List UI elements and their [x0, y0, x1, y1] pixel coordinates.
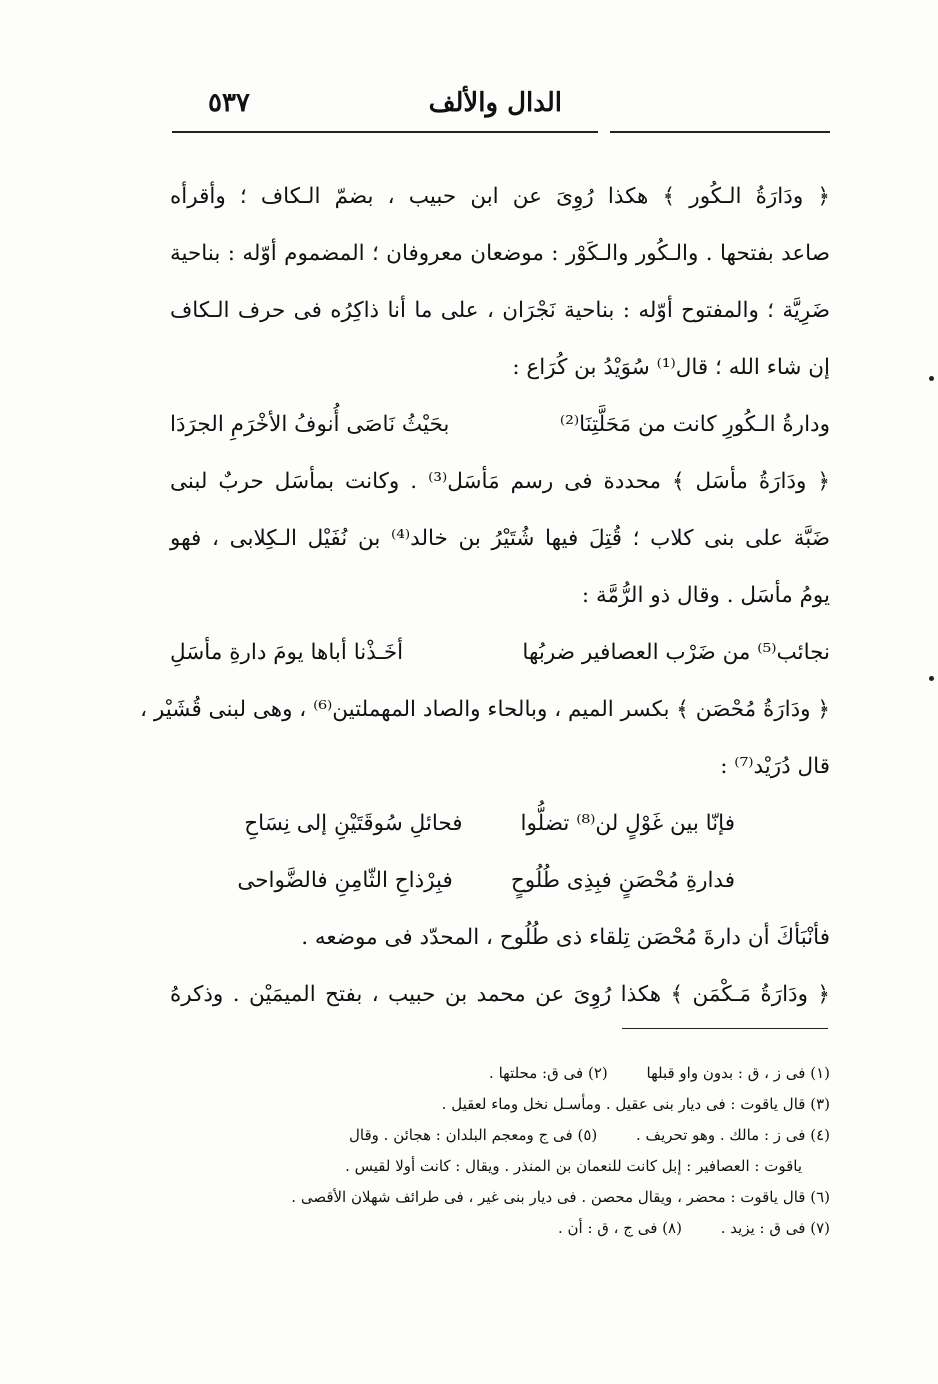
- footnote: ياقوت : العصافير : إبل كانت للنعمان بن المنذر . ويقال : كانت أولا لقيس .: [345, 1157, 802, 1175]
- poem-verse: [170, 624, 830, 681]
- verse-hemistich: أخَـذْنا أباها يومَ دارةِ مأسَلِ: [170, 640, 404, 665]
- verse-hemistich: فبِرْذاحِ الثّامِنِ فالضَّواحى: [237, 868, 453, 893]
- footnote-line: [170, 1089, 830, 1120]
- poem-verse: [170, 852, 830, 909]
- footnote: (٢) فى ق: محلتها .: [489, 1064, 608, 1082]
- footnote: (١) فى ز ، ق : بدون واو قبلها: [646, 1064, 830, 1082]
- footnote-rule: [622, 1028, 828, 1029]
- running-title: الدال والألف: [428, 88, 562, 118]
- footnote: (٧) فى ق : يزيد .: [720, 1219, 830, 1237]
- text-line: ﴿ ودَارَةُ مُحْصَن ﴾ بكسر الميم ، وبالحاء والصاد المهملتين⁽⁶⁾ ، وهى لبنى قُشَيْر ،: [140, 697, 830, 722]
- text-line: ﴿ ودَارَةُ الـكُور ﴾ هكذا رُوِىَ عن ابن حبيب ، بضمّ الـكاف ؛ وأقرأه: [170, 184, 830, 209]
- text-line: ضَبَّة على بنى كلاب ؛ قُتِلَ فيها شُتَيْرُ بن خالد⁽⁴⁾ بن نُفَيْل الـكِلابى ، فهو: [170, 526, 830, 551]
- main-text: [140, 168, 831, 1023]
- footnote: (٦) قال ياقوت : محضر ، ويقال محصن . فى ديار بنى غير ، فى طرائف شهلان الأقصى .: [291, 1188, 830, 1206]
- verse-hemistich: ودارةُ الـكُورِ كانت من مَحَلَّتِنَا⁽²⁾: [559, 412, 830, 437]
- scan-mark: [929, 376, 934, 381]
- verse-hemistich: فإنّا بين غَوْلٍ لن⁽⁸⁾ تضلُّوا: [520, 811, 735, 836]
- header-rule-gap: [598, 128, 610, 136]
- footnote-line: [170, 1120, 830, 1151]
- footnote: (٤) فى ز : مالك . وهو تحريف .: [636, 1126, 830, 1144]
- verse-hemistich: نجائب⁽⁵⁾ من ضَرْب العصافير ضربُها: [522, 640, 830, 665]
- footnote-line: [170, 1213, 830, 1244]
- footnote: (٨) فى ج ، ق : أن .: [557, 1219, 682, 1237]
- footnote-line: [170, 1151, 830, 1182]
- footnotes: [170, 1058, 830, 1244]
- verse-hemistich: بحَيْثُ نَاصَى أُنوفُ الأخْرَمِ الجرَدَا: [170, 412, 450, 437]
- running-header: [180, 82, 830, 132]
- text-line: ﴿ ودَارَةُ مَـكْمَن ﴾ هكذا رُوِىَ عن محمد بن حبيب ، بفتح الميمَيْن . وذكرهُ: [170, 982, 830, 1007]
- text-line: صاعد بفتحها . والـكُور والـكَوْر : موضعان معروفان ؛ المضموم أوّله : بناحية: [170, 241, 830, 266]
- header-rule: [172, 131, 830, 133]
- poem-verse: [170, 396, 830, 453]
- text-line: قال دُرَيْد⁽⁷⁾ :: [720, 754, 830, 779]
- footnote-line: [170, 1058, 830, 1089]
- footnote-line: [170, 1182, 830, 1213]
- verse-hemistich: فدارةِ مُحْصَنٍ فبِذِى طُلُوحٍ: [510, 868, 735, 893]
- text-line: يومُ مأسَل . وقال ذو الرُّمَّة :: [581, 583, 830, 608]
- text-line: إن شاء الله ؛ قال⁽¹⁾ سُوَيْدُ بن كُرَاع :: [512, 355, 830, 380]
- text-line: فأنْبَأكَ أن دارةَ مُحْصَن تِلقاء ذى طُلُوح ، المحدّد فى موضعه .: [301, 925, 830, 950]
- scan-mark: [929, 676, 934, 681]
- text-line: ضَرِيَّة ؛ والمفتوح أوّله : بناحية نَجْرَان ، على ما أنا ذاكِرُه فى حرف الـكاف: [170, 298, 830, 323]
- text-line: ﴿ ودَارَةُ مأسَل ﴾ محددة فى رسم مَأسَل⁽³⁾ . وكانت بمأسَل حربٌ لبنى: [170, 469, 831, 494]
- footnote: (٥) فى ج ومعجم البلدان : هجائن . وقال: [349, 1126, 598, 1144]
- poem-verse: [170, 795, 830, 852]
- verse-hemistich: فحائلِ سُوقَتَيْنِ إلى نِسَاحِ: [244, 811, 463, 836]
- page-number: ٥٣٧: [208, 88, 250, 118]
- footnote: (٣) قال ياقوت : فى ديار بنى عقيل . ومأسـل نخل وماء لعقيل .: [441, 1095, 830, 1113]
